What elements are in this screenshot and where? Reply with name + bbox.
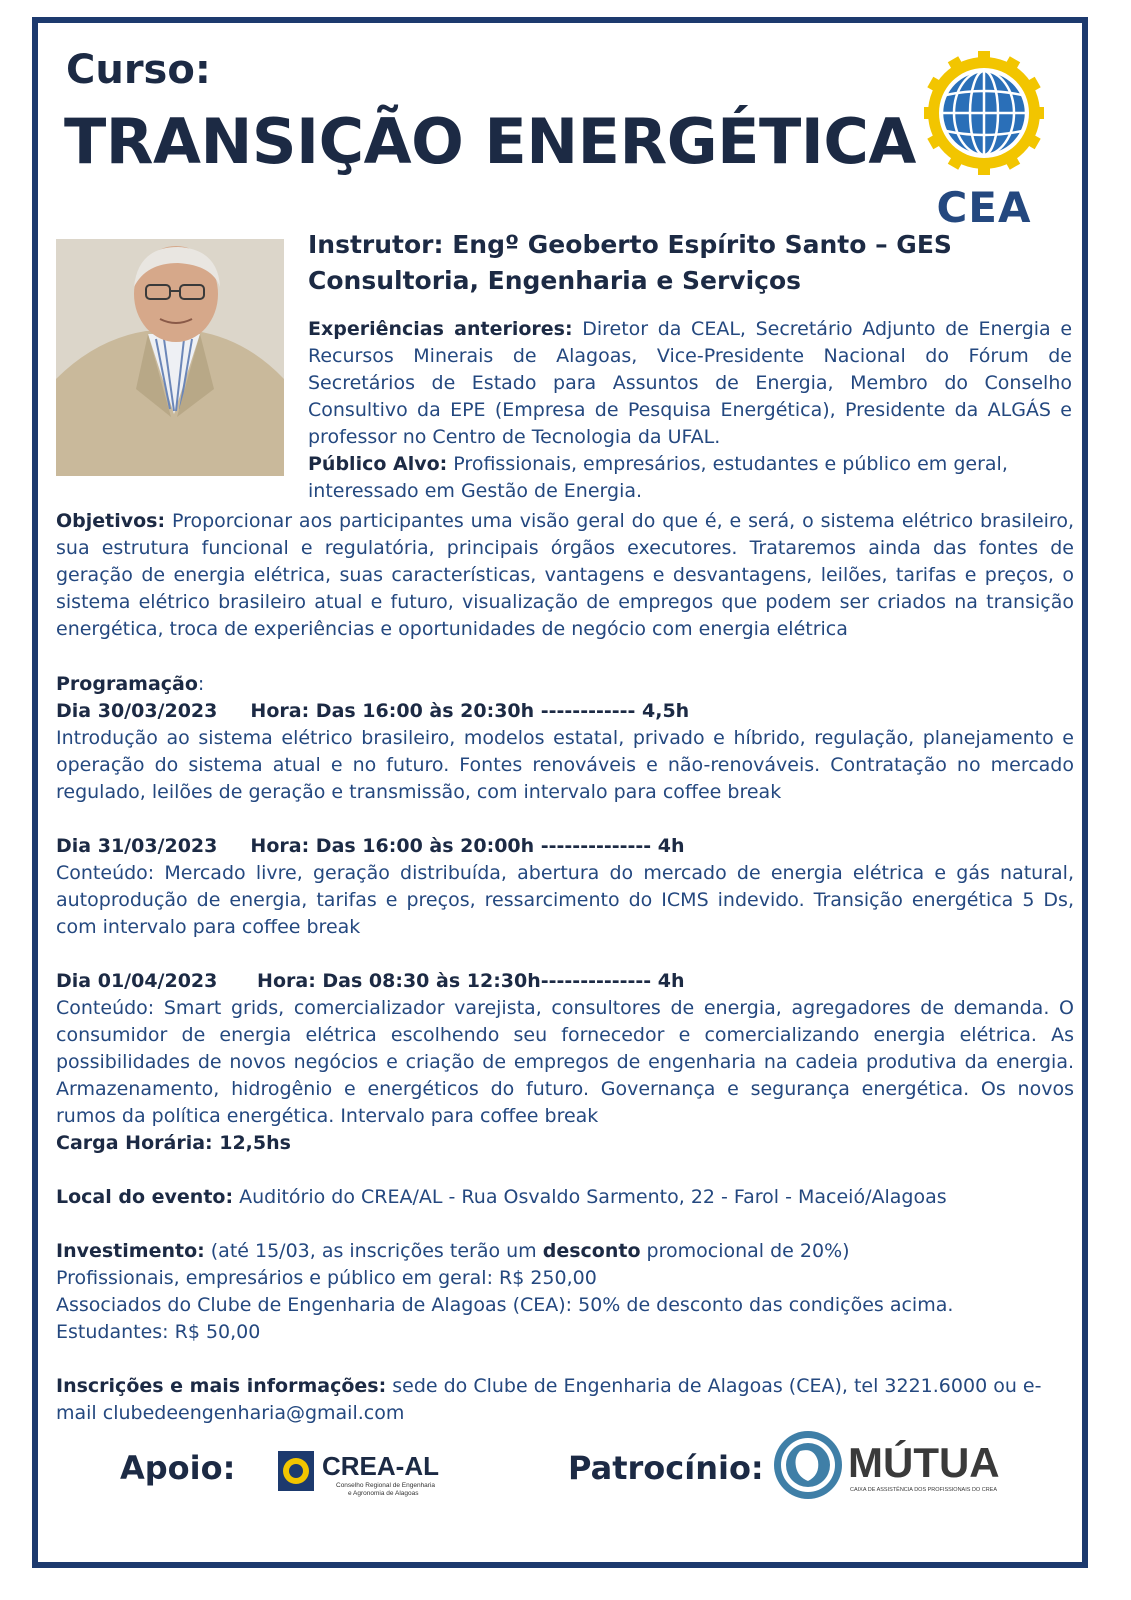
patrocinio-label: Patrocínio:	[568, 1449, 764, 1487]
cea-logo-text: CEA	[936, 183, 1032, 232]
instructor-company: Consultoria, Engenharia e Serviços	[308, 266, 802, 295]
day-3-text: Conteúdo: Smart grids, comercializador varejista, consultores de energia, agregadores de demanda. O consumidor de energia elétrica escolhendo seu fornecedor e comercializando energia elétrica. As possibilidades de novos negócios e criação de empregos de engenharia na cadeia produtiva da energia. Armazenamento, hidrogênio e energéticos do futuro. Governança e segurança energética. Os novos rumos da política energética. Intervalo para coffee break	[56, 997, 1074, 1127]
programacao-label: Programação	[56, 673, 198, 695]
experiencias-paragraph	[308, 316, 1072, 451]
mutua-sub: CAIXA DE ASSISTÊNCIA DOS PROFISSIONAIS DO CREA	[850, 1487, 998, 1493]
publico-text: Profissionais, empresários, estudantes e público em geral, interessado em Gestão de Energia.	[308, 453, 1008, 502]
investimento-text-post: promocional de 20%)	[640, 1240, 850, 1262]
carga-horaria: Carga Horária: 12,5hs	[56, 1132, 291, 1154]
apoio-label: Apoio:	[120, 1449, 236, 1487]
investimento-line-2: Associados do Clube de Engenharia de Alagoas (CEA): 50% de desconto das condições acima.	[56, 1294, 954, 1316]
objetivos-section	[56, 508, 1074, 643]
poster-frame	[32, 17, 1088, 1568]
mutua-logo	[772, 1425, 1022, 1505]
investimento-label: Investimento:	[56, 1240, 205, 1262]
programacao-colon: :	[197, 673, 205, 695]
objetivos-text: Proporcionar aos participantes uma visão geral do que é, e será, o sistema elétrico brasileiro, sua estrutura funcional e regulatória, principais órgãos executores. Trataremos ainda das fontes de geração de energia elétrica, suas características, vantagens e desvantagens, leilões, tarifas e preços, o sistema elétrico brasileiro atual e futuro, visualização de empregos que podem ser criados na transição energética, troca de experiências e oportunidades de negócio com energia elétrica	[56, 510, 1074, 640]
experiencias-text: Diretor da CEAL, Secretário Adjunto de Energia e Recursos Minerais de Alagoas, Vice-Presidente Nacional do Fórum de Secretários de Estado para Assuntos de Energia, Membro do Conselho Consultivo da EPE (Empresa de Pesquisa Energética), Presidente da ALGÁS e professor no Centro de Tecnologia da UFAL.	[308, 318, 1073, 448]
instructor-photo	[56, 239, 284, 476]
cea-logo	[924, 51, 1044, 232]
local-paragraph	[56, 1184, 1074, 1211]
inscricoes-label: Inscrições e mais informações:	[56, 1375, 387, 1397]
experience-section	[308, 316, 1072, 505]
instructor-block	[308, 227, 1068, 299]
publico-paragraph	[308, 451, 1072, 505]
mutua-name: MÚTUA	[848, 1439, 1000, 1486]
objetivos-label: Objetivos:	[56, 510, 166, 532]
curso-label: Curso:	[66, 47, 211, 93]
investimento-line-1: Profissionais, empresários e público em geral: R$ 250,00	[56, 1267, 597, 1289]
day-2-text: Conteúdo: Mercado livre, geração distribuída, abertura do mercado de energia elétrica e gás natural, autoprodução de energia, tarifas e preços, ressarcimento do ICMS indevido. Transição energética 5 Ds, com intervalo para coffee break	[56, 862, 1074, 938]
day-3-header: Dia 01/04/2023 Hora: Das 08:30 às 12:30h-------------- 4h	[56, 970, 685, 992]
investimento-desconto: desconto	[542, 1240, 641, 1262]
day-1-header: Dia 30/03/2023 Hora: Das 16:00 às 20:30h ------------ 4,5h	[56, 700, 690, 722]
crea-sub-2: e Agronomia de Alagoas	[348, 1490, 419, 1497]
local-text: Auditório do CREA/AL - Rua Osvaldo Sarmento, 22 - Farol - Maceió/Alagoas	[233, 1186, 947, 1208]
programacao-section	[56, 671, 1074, 1427]
crea-name: CREA-AL	[322, 1451, 439, 1481]
day-1-text: Introdução ao sistema elétrico brasileiro, modelos estatal, privado e híbrido, regulação, planejamento e operação do sistema atual e no futuro. Fontes renováveis e não-renováveis. Contratação no mercado regulado, leilões de geração e transmissão, com intervalo para coffee break	[56, 727, 1074, 803]
day-2-header: Dia 31/03/2023 Hora: Das 16:00 às 20:00h -------------- 4h	[56, 835, 685, 857]
inscricoes-text: sede do Clube de Engenharia de Alagoas (CEA), tel 3221.6000 ou e-mail clubedeengenharia@gmail.com	[56, 1375, 1042, 1424]
investimento-text-pre: (até 15/03, as inscrições terão um	[204, 1240, 543, 1262]
instructor-name: Instrutor: Engº Geoberto Espírito Santo – GES	[308, 230, 952, 259]
investimento-line-3: Estudantes: R$ 50,00	[56, 1321, 261, 1343]
page-title: TRANSIÇÃO ENERGÉTICA	[64, 105, 916, 178]
crea-sub-1: Conselho Regional de Engenharia	[336, 1482, 436, 1489]
globe-gear-icon	[924, 51, 1044, 181]
crea-al-logo	[276, 1445, 466, 1501]
publico-label: Público Alvo:	[308, 453, 448, 475]
experiencias-label: Experiências anteriores:	[308, 318, 573, 340]
inscricoes-paragraph	[56, 1373, 1074, 1427]
investimento-paragraph	[56, 1238, 1074, 1265]
local-label: Local do evento:	[56, 1186, 234, 1208]
